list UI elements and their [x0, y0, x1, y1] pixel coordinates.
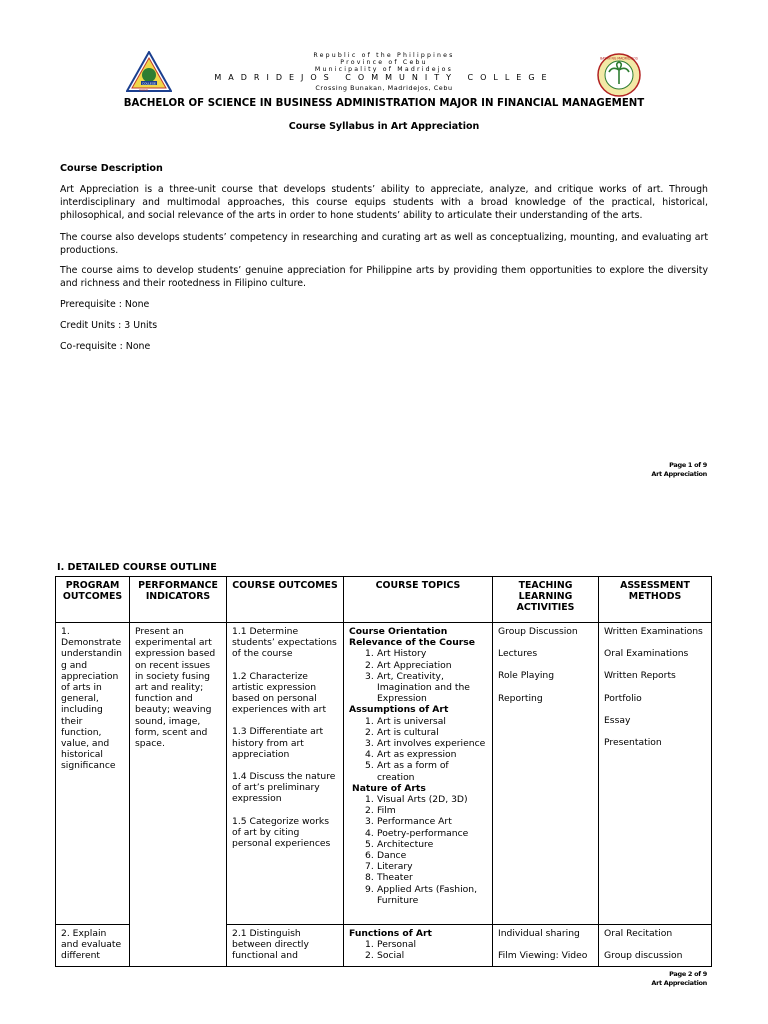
- activity-item: Lectures: [498, 648, 538, 660]
- activities-cell: [493, 623, 599, 925]
- col-course-topics: COURSE TOPICS: [344, 577, 493, 623]
- list-item: 5. Architecture: [365, 838, 434, 850]
- assessment-item: Written Examinations: [604, 626, 703, 637]
- list-item: 2. Art is cultural: [365, 726, 439, 738]
- course-outcomes-cell: 2.1 Distinguish between directly functional and: [227, 925, 344, 967]
- list-item: 1. Art is universal: [365, 715, 446, 727]
- assessment-item: Written Reports: [604, 670, 676, 682]
- college-name: MADRIDEJOS COMMUNITY COLLEGE: [214, 73, 554, 82]
- assessment-item: Portfolio: [604, 692, 642, 704]
- col-assessment-methods: ASSESSMENT METHODS: [599, 577, 712, 623]
- program-outcome-cell: 1. Demonstrate understandin g and appreciation of arts in general, including their function, value, and historical significance: [56, 623, 130, 925]
- list-item: 4. Art as expression: [365, 749, 457, 761]
- assessments-cell: [599, 623, 712, 925]
- right-logo-text: BAYAN NG MADRIDEJOS: [600, 56, 638, 61]
- header-municipality: Municipality of Madridejos: [314, 66, 454, 73]
- course-outcomes-cell: [227, 623, 344, 925]
- prerequisite: Prerequisite : None: [60, 299, 150, 310]
- col-teaching-activities: TEACHING LEARNING ACTIVITIES: [493, 577, 599, 623]
- header-province: Province of Cebu: [340, 59, 428, 66]
- list-item: 3. Performance Art: [365, 816, 452, 828]
- assessment-item: Oral Examinations: [604, 648, 689, 660]
- course-outcome: 1.4 Discuss the nature of art’s preliminary expression: [232, 771, 336, 805]
- activities-cell: [493, 925, 599, 967]
- footer-course: Art Appreciation: [651, 979, 707, 987]
- outline-heading: I. DETAILED COURSE OUTLINE: [57, 562, 217, 573]
- college-address: Crossing Bunakan, Madridejos, Cebu: [315, 84, 453, 92]
- left-logo-text: COLLEGE: [142, 81, 156, 86]
- list-item: 7. Literary: [365, 861, 413, 873]
- list-item: 2. Film: [365, 805, 396, 817]
- course-topics-cell: [344, 623, 493, 925]
- activity-item: Reporting: [498, 692, 543, 704]
- page-2-footer: [651, 970, 707, 988]
- table-row: [56, 623, 712, 925]
- assessment-item: Presentation: [604, 737, 662, 749]
- course-outcome: 1.5 Categorize works of art by citing personal experiences: [232, 815, 331, 850]
- course-outcome: 1.3 Differentiate art history from art appreciation: [232, 726, 324, 760]
- table-header-row: [56, 577, 712, 623]
- list-item: 4. Poetry-performance: [365, 827, 469, 839]
- assumptions-list: [349, 716, 487, 783]
- page-number: Page 2 of 9: [669, 970, 707, 978]
- syllabus-title: Course Syllabus in Art Appreciation: [288, 121, 480, 132]
- course-outline-table: [55, 576, 712, 967]
- list-item: 1. Art History: [365, 648, 427, 660]
- assessment-item: Group discussion: [604, 950, 683, 962]
- course-description-heading: Course Description: [60, 163, 163, 174]
- col-performance-indicators: PERFORMANCE INDICATORS: [130, 577, 227, 623]
- list-item: 1. Visual Arts (2D, 3D): [365, 794, 468, 806]
- list-item: 3. Art, Creativity, Imagination and the Expression: [365, 670, 470, 705]
- topic-heading: Nature of Arts: [352, 782, 426, 794]
- activity-item: Individual sharing: [498, 928, 580, 939]
- topic-heading: Relevance of the Course: [349, 637, 475, 649]
- col-course-outcomes: COURSE OUTCOMES: [227, 577, 344, 623]
- course-outcome: 1.2 Characterize artistic expression based on personal experiences with art: [232, 670, 327, 716]
- assessment-item: Oral Recitation: [604, 928, 673, 939]
- list-item: 2. Art Appreciation: [365, 659, 452, 671]
- relevance-list: [349, 648, 487, 704]
- credit-units: Credit Units : 3 Units: [60, 320, 158, 331]
- list-item: 3. Art involves experience: [365, 738, 486, 750]
- performance-indicator-cell: Present an experimental art expression based on recent issues in society fusing art and reality; function and beauty; weaving sound, image, form, scent and space.: [130, 623, 227, 967]
- activity-item: Group Discussion: [498, 626, 578, 637]
- list-item: 8. Theater: [365, 872, 413, 884]
- header-republic: Republic of the Philippines: [313, 52, 455, 59]
- col-program-outcomes: PROGRAM OUTCOMES: [56, 577, 130, 623]
- page-1-footer: [651, 461, 707, 479]
- page-number: Page 1 of 9: [669, 461, 707, 469]
- program-title: BACHELOR OF SCIENCE IN BUSINESS ADMINISTRATION MAJOR IN FINANCIAL MANAGEMENT: [123, 98, 645, 109]
- program-outcome-cell: 2. Explain and evaluate different: [56, 925, 130, 967]
- footer-course: Art Appreciation: [651, 470, 707, 478]
- functions-list: [349, 939, 487, 961]
- assessments-cell: [599, 925, 712, 967]
- list-item: 5. Art as a form of creation: [365, 760, 449, 783]
- topic-heading: Functions of Art: [349, 928, 432, 939]
- list-item: 2. Social: [365, 950, 405, 962]
- list-item: 6. Dance: [365, 850, 407, 862]
- assessment-item: Essay: [604, 714, 631, 726]
- corequisite: Co-requisite : None: [60, 341, 151, 352]
- course-outcome: 1.1 Determine students’ expectations of the course: [232, 626, 337, 660]
- nature-list: [349, 794, 487, 906]
- list-item: 9. Applied Arts (Fashion, Furniture: [365, 883, 478, 906]
- activity-item: Film Viewing: Video: [498, 950, 588, 962]
- topic-heading: Course Orientation: [349, 626, 448, 637]
- list-item: 1. Personal: [365, 939, 417, 951]
- description-paragraph-3: The course aims to develop students’ genuine appreciation for Philippine arts by providing them opportunities to explore the diversity and richness and their rootedness in Filipino culture.: [60, 265, 708, 289]
- course-topics-cell: [344, 925, 493, 967]
- description-paragraph-1: Art Appreciation is a three-unit course that develops students’ ability to appreciate, analyze, and critique works of art. Through interdisciplinary and multimodal approaches, this course equips students with a broad knowledge of the practical, historical, philosophical, and social relevance of the arts in order to hone students’ ability to articulate their understanding of the arts.: [60, 184, 708, 221]
- left-logo-sub: HONOR: [139, 89, 149, 92]
- activity-item: Role Playing: [498, 670, 555, 682]
- topic-heading: Assumptions of Art: [349, 704, 449, 716]
- description-paragraph-2: The course also develops students’ competency in researching and curating art as well as conceptualizing, mounting, and evaluating art productions.: [60, 232, 708, 256]
